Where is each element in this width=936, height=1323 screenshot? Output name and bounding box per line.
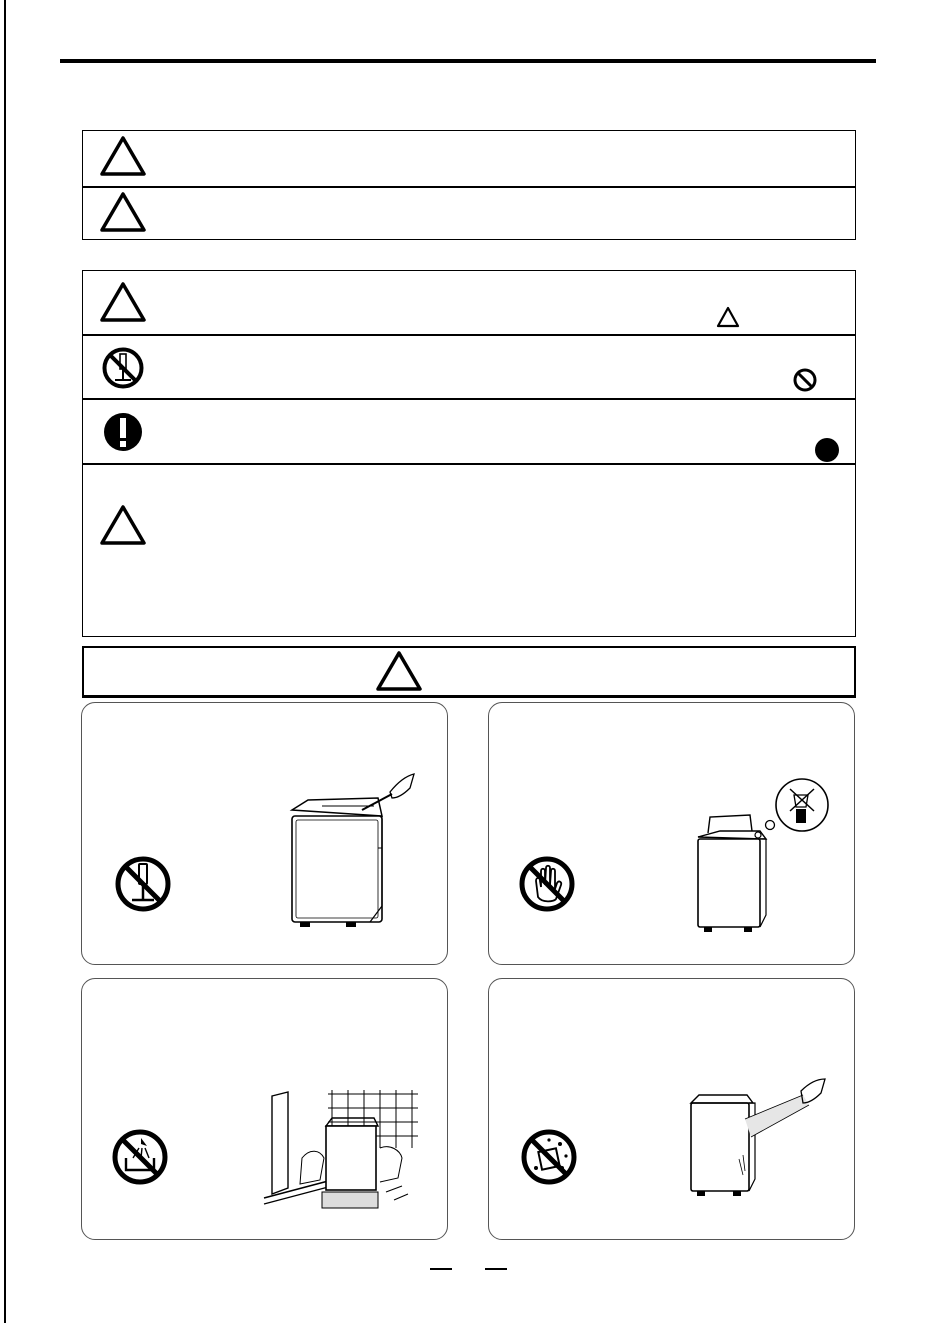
washer-spray-illustration [685,1075,830,1200]
warning-triangle-icon [98,503,148,547]
no-disassembly-icon [114,855,172,913]
no-spray-icon [520,1128,578,1186]
no-disassembly-icon [101,346,145,390]
legend-divider [82,398,856,400]
caution-banner [82,646,856,698]
warning-triangle-icon [98,190,148,234]
legend-divider [82,186,856,188]
warning-triangle-icon [98,134,148,178]
legend-divider [82,334,856,336]
page-number-mark-right [485,1268,507,1270]
legend-box-a [82,130,856,240]
filled-circle-icon [814,437,840,463]
washer-thought-bubble-illustration [690,775,830,935]
no-water-splash-icon [111,1128,169,1186]
washer-screwdriver-illustration [282,760,422,930]
page-top-rule [60,59,876,63]
prohibited-circle-icon [792,367,818,393]
legend-divider [82,463,856,465]
warning-triangle-icon [374,649,424,693]
washer-bathroom-illustration [262,1088,422,1210]
page-number-mark-left [430,1268,452,1270]
warning-triangle-icon [98,280,148,324]
small-triangle-icon [716,306,740,328]
mandatory-exclamation-icon [103,410,143,454]
page-left-rule [4,0,6,1323]
no-touch-hand-icon [518,855,576,913]
